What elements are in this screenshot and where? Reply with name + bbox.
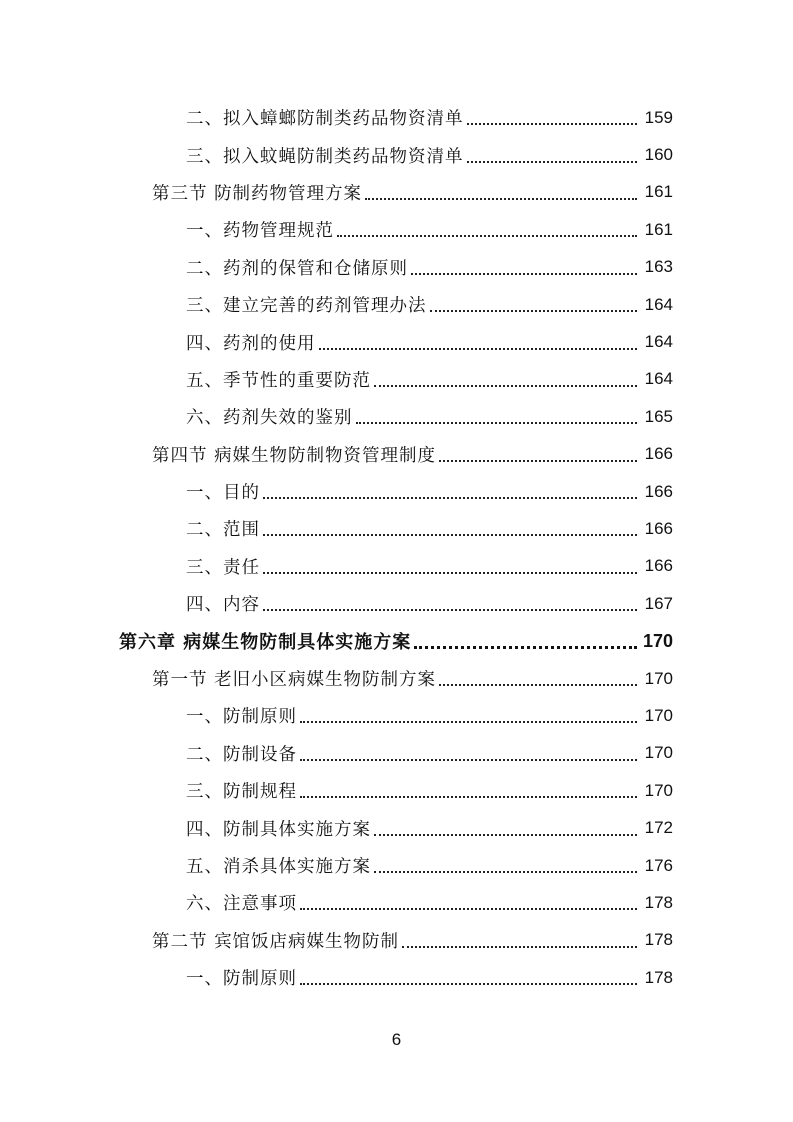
dot-leader bbox=[300, 795, 637, 798]
toc-subsection-entry[interactable] bbox=[0, 473, 793, 510]
toc-section-entry[interactable] bbox=[0, 436, 793, 473]
toc-entry-title: 二、拟入蟑螂防制类药品物资清单 bbox=[186, 109, 464, 130]
toc-subsection-entry[interactable] bbox=[0, 884, 793, 921]
toc-subsection-entry[interactable] bbox=[0, 211, 793, 248]
toc-entry-title: 六、药剂失效的鉴别 bbox=[186, 408, 353, 429]
toc-subsection-entry[interactable] bbox=[0, 959, 793, 996]
dot-leader bbox=[467, 122, 638, 125]
toc-entry-title: 三、建立完善的药剂管理办法 bbox=[186, 296, 427, 317]
toc-entry-page-number: 159 bbox=[644, 107, 673, 127]
toc-entry-page-number: 178 bbox=[644, 967, 673, 987]
toc-entry-page-number: 164 bbox=[644, 294, 673, 314]
toc-subsection-entry[interactable] bbox=[0, 99, 793, 136]
dot-leader bbox=[263, 496, 637, 499]
toc-subsection-entry[interactable] bbox=[0, 585, 793, 622]
toc-entry-title: 第二节 宾馆饭店病媒生物防制 bbox=[152, 931, 400, 952]
toc-entry-title: 第三节 防制药物管理方案 bbox=[152, 183, 363, 204]
toc-subsection-entry[interactable] bbox=[0, 510, 793, 547]
toc-entry-page-number: 166 bbox=[644, 481, 673, 501]
toc-entry-title: 二、防制设备 bbox=[186, 744, 297, 765]
dot-leader bbox=[263, 571, 637, 574]
toc-subsection-entry[interactable] bbox=[0, 809, 793, 846]
toc-chapter-entry[interactable] bbox=[0, 622, 793, 659]
toc-subsection-entry[interactable] bbox=[0, 136, 793, 173]
toc-section-entry[interactable] bbox=[0, 174, 793, 211]
toc-subsection-entry[interactable] bbox=[0, 735, 793, 772]
toc-subsection-entry[interactable] bbox=[0, 847, 793, 884]
toc-subsection-entry[interactable] bbox=[0, 323, 793, 360]
toc-entry-title: 第六章 病媒生物防制具体实施方案 bbox=[119, 632, 412, 654]
dot-leader bbox=[414, 645, 637, 649]
toc-entry-page-number: 176 bbox=[644, 855, 673, 875]
dot-leader bbox=[300, 720, 637, 723]
toc-entry-title: 一、防制原则 bbox=[186, 969, 297, 990]
dot-leader bbox=[439, 683, 637, 686]
toc-entry-title: 第一节 老旧小区病媒生物防制方案 bbox=[152, 670, 437, 691]
toc-entry-page-number: 178 bbox=[644, 892, 673, 912]
toc-entry-page-number: 167 bbox=[644, 593, 673, 613]
toc-subsection-entry[interactable] bbox=[0, 697, 793, 734]
toc-entry-title: 二、范围 bbox=[186, 520, 260, 541]
toc-entry-page-number: 166 bbox=[644, 556, 673, 576]
toc-entry-page-number: 170 bbox=[644, 705, 673, 725]
toc-entry-title: 四、药剂的使用 bbox=[186, 333, 316, 354]
dot-leader bbox=[300, 982, 637, 985]
dot-leader bbox=[365, 197, 637, 200]
toc-entry-title: 三、防制规程 bbox=[186, 782, 297, 803]
dot-leader bbox=[439, 459, 637, 462]
dot-leader bbox=[356, 421, 638, 424]
dot-leader bbox=[300, 758, 637, 761]
dot-leader bbox=[467, 160, 638, 163]
dot-leader bbox=[402, 945, 637, 948]
toc-entry-page-number: 165 bbox=[644, 406, 673, 426]
toc-subsection-entry[interactable] bbox=[0, 249, 793, 286]
toc-entry-title: 二、药剂的保管和仓储原则 bbox=[186, 258, 408, 279]
toc-entry-page-number: 164 bbox=[644, 332, 673, 352]
dot-leader bbox=[411, 272, 637, 275]
toc-subsection-entry[interactable] bbox=[0, 361, 793, 398]
dot-leader bbox=[374, 833, 637, 836]
dot-leader bbox=[430, 309, 638, 312]
dot-leader bbox=[337, 234, 637, 237]
dot-leader bbox=[263, 608, 637, 611]
toc-entry-title: 三、责任 bbox=[186, 557, 260, 578]
dot-leader bbox=[263, 533, 637, 536]
toc-subsection-entry[interactable] bbox=[0, 772, 793, 809]
toc-entry-title: 五、季节性的重要防范 bbox=[186, 370, 371, 391]
toc-entry-title: 六、注意事项 bbox=[186, 894, 297, 915]
toc-entry-page-number: 170 bbox=[642, 630, 673, 651]
toc-entry-page-number: 161 bbox=[644, 182, 673, 202]
toc-section-entry[interactable] bbox=[0, 660, 793, 697]
toc-subsection-entry[interactable] bbox=[0, 286, 793, 323]
dot-leader bbox=[374, 870, 637, 873]
toc-entry-page-number: 172 bbox=[644, 818, 673, 838]
toc-entry-page-number: 164 bbox=[644, 369, 673, 389]
toc-entry-page-number: 178 bbox=[644, 930, 673, 950]
toc-entry-title: 一、防制原则 bbox=[186, 707, 297, 728]
toc-entry-page-number: 166 bbox=[644, 518, 673, 538]
toc-entry-title: 四、内容 bbox=[186, 595, 260, 616]
toc-entry-title: 三、拟入蚊蝇防制类药品物资清单 bbox=[186, 146, 464, 167]
toc-subsection-entry[interactable] bbox=[0, 548, 793, 585]
table-of-contents bbox=[0, 99, 793, 996]
toc-entry-page-number: 161 bbox=[644, 219, 673, 239]
toc-entry-title: 五、消杀具体实施方案 bbox=[186, 857, 371, 877]
toc-entry-page-number: 160 bbox=[644, 145, 673, 165]
toc-entry-page-number: 170 bbox=[644, 668, 673, 688]
toc-section-entry[interactable] bbox=[0, 922, 793, 959]
dot-leader bbox=[374, 384, 637, 387]
toc-entry-title: 一、药物管理规范 bbox=[186, 221, 334, 242]
toc-entry-title: 第四节 病媒生物防制物资管理制度 bbox=[152, 445, 437, 466]
toc-entry-title: 一、目的 bbox=[186, 483, 260, 504]
page-number: 6 bbox=[391, 1030, 402, 1049]
toc-entry-page-number: 163 bbox=[644, 257, 673, 277]
dot-leader bbox=[300, 907, 637, 910]
toc-entry-title: 四、防制具体实施方案 bbox=[186, 819, 371, 840]
dot-leader bbox=[319, 347, 638, 350]
toc-entry-page-number: 166 bbox=[644, 444, 673, 464]
toc-entry-page-number: 170 bbox=[644, 780, 673, 800]
toc-subsection-entry[interactable] bbox=[0, 398, 793, 435]
toc-entry-page-number: 170 bbox=[644, 743, 673, 763]
